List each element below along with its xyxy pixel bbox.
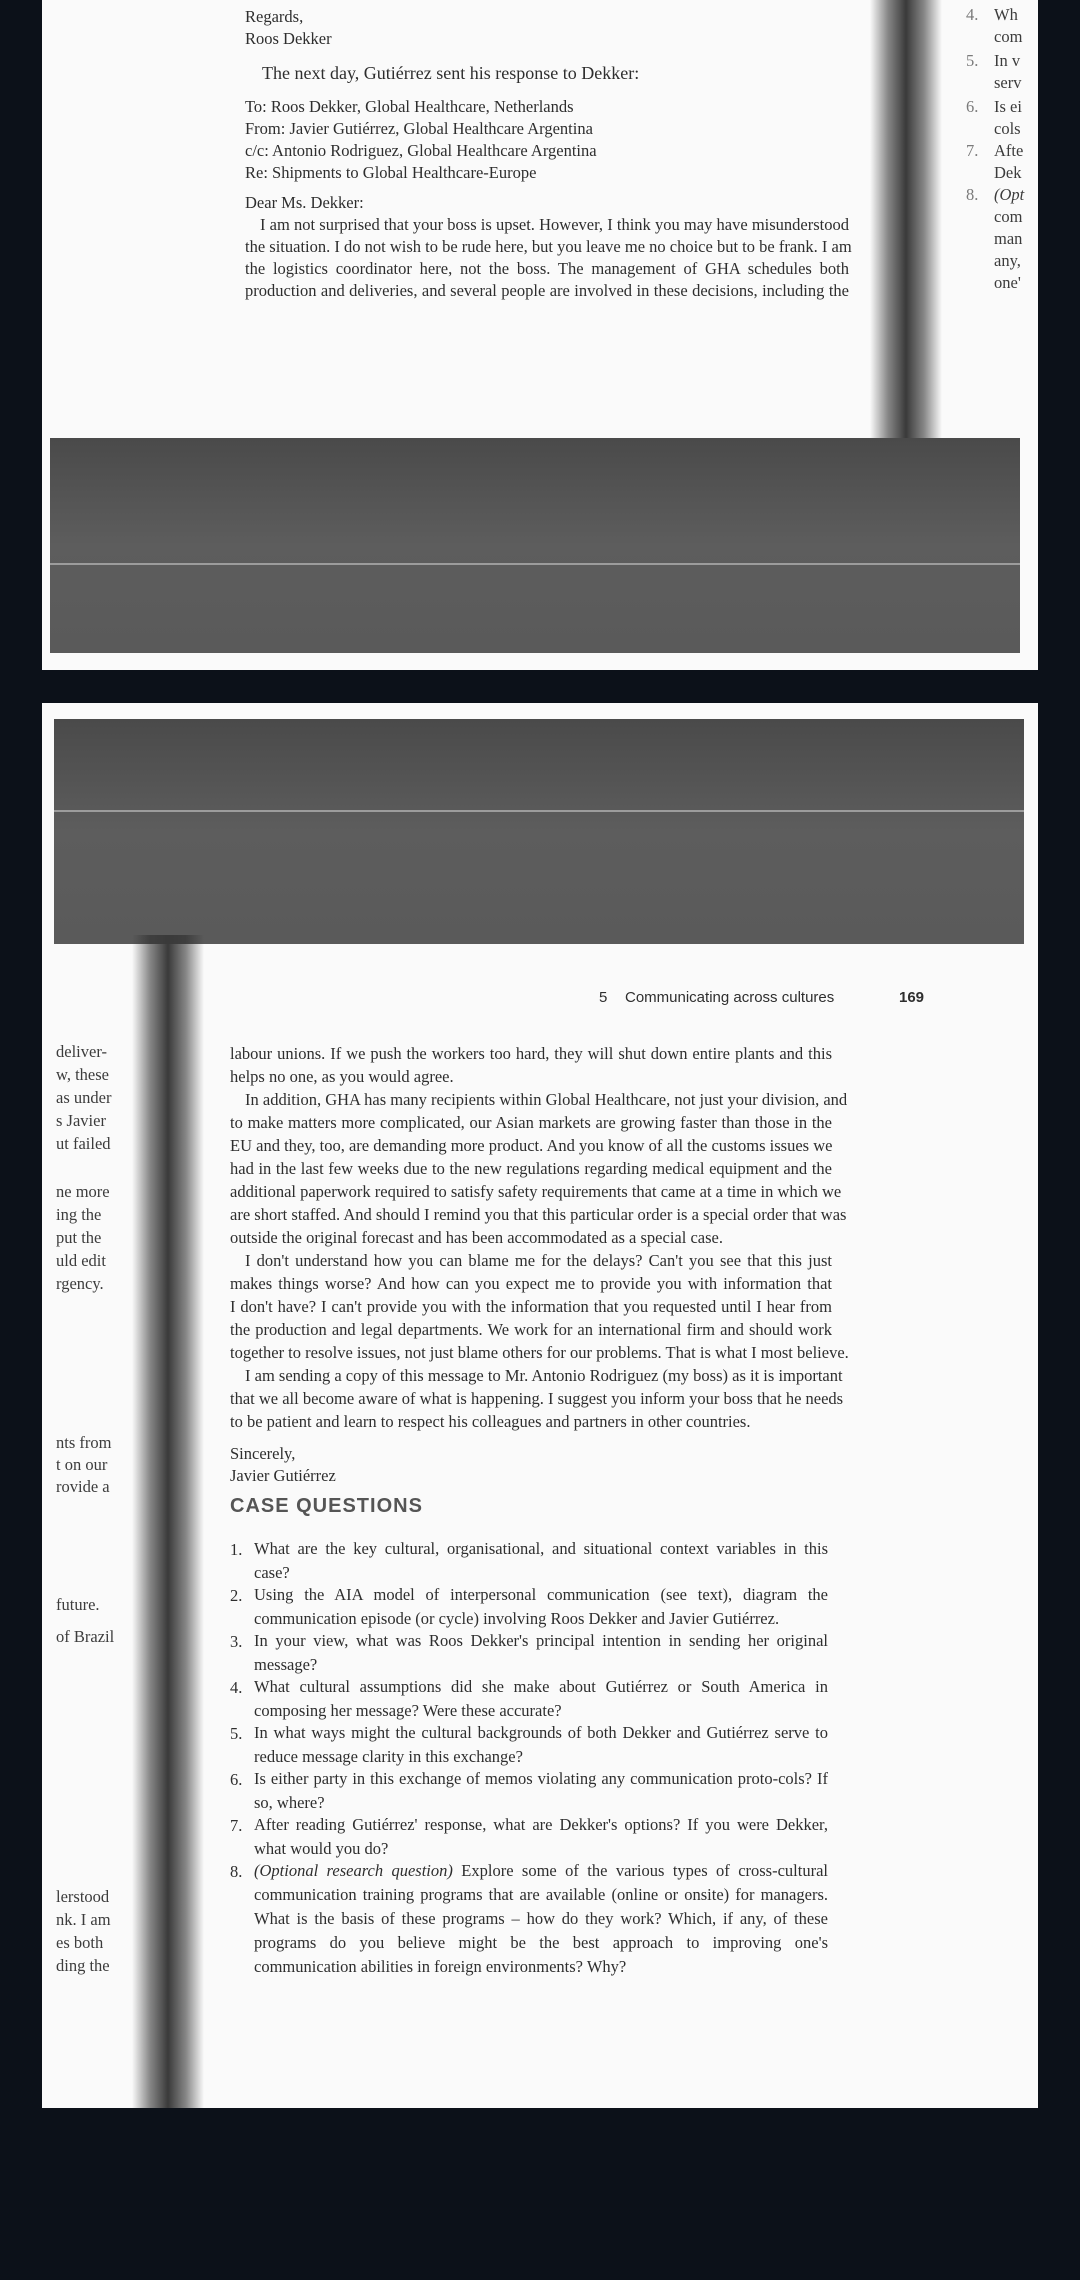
body-line: together to resolve issues, not just blame others for our problems. That is what I most believe. bbox=[230, 1343, 849, 1362]
margin-fragment: Dek bbox=[994, 163, 1022, 182]
body-line: helps no one, as you would agree. bbox=[230, 1067, 454, 1086]
chapter-title: Communicating across cultures bbox=[625, 989, 835, 1006]
closing-signature: Javier Gutiérrez bbox=[230, 1466, 336, 1485]
question-number: 5. bbox=[230, 1724, 243, 1743]
book-spine-shadow bbox=[132, 935, 204, 2108]
margin-fragment: future. bbox=[56, 1595, 100, 1614]
question-italic-prefix: (Optional research question) bbox=[254, 1861, 453, 1880]
memo-cc: c/c: Antonio Rodriguez, Global Healthcare Argentina bbox=[245, 141, 597, 160]
question-number: 1. bbox=[230, 1540, 243, 1559]
scan-dark-band bbox=[54, 719, 1024, 944]
margin-fragment: cols bbox=[994, 119, 1021, 138]
body-line: I don't understand how you can blame me for the delays? Can't you see that this just bbox=[245, 1251, 832, 1270]
book-spine-shadow bbox=[870, 0, 942, 440]
question-text: After reading Gutiérrez' response, what are Dekker's options? If you were Dekker, what would you do? bbox=[254, 1815, 828, 1858]
body-line: had in the last few weeks due to the new regulations regarding medical equipment and the bbox=[230, 1159, 832, 1178]
memo-body-line: the situation. I do not wish to be rude here, but you leave me no choice but to be frank. I am bbox=[245, 237, 852, 256]
page-number: 169 bbox=[899, 989, 925, 1006]
question-text: In what ways might the cultural backgrounds of both Dekker and Gutiérrez serve to reduce message clarity in this exchange? bbox=[254, 1723, 828, 1766]
memo-salutation: Dear Ms. Dekker: bbox=[245, 193, 364, 212]
margin-fragment: ing the bbox=[56, 1205, 102, 1224]
margin-fragment: t on our bbox=[56, 1455, 108, 1474]
margin-fragment: deliver- bbox=[56, 1042, 107, 1061]
chapter-number: 5 bbox=[599, 989, 608, 1006]
body-line: that we all become aware of what is happening. I suggest you inform your boss that he needs bbox=[230, 1389, 844, 1408]
question-text-rest: Explore some of the various types of cross-cultural communication training programs that are available (online or onsite) for managers. What is the basis of these programs – how do they work? Which, if any, of these programs do you believe might be the best approach to improving one's communication abilities in foreign environments? Why? bbox=[254, 1861, 828, 1976]
memo-body-line: production and deliveries, and several people are involved in these decisions, including the bbox=[245, 281, 849, 300]
margin-fragment: one' bbox=[994, 273, 1021, 292]
scanned-page-top bbox=[42, 0, 1038, 670]
margin-fragment: nts from bbox=[56, 1433, 112, 1452]
body-line: outside the original forecast and has been accommodated as a special case. bbox=[230, 1228, 723, 1247]
margin-fragment: In v bbox=[994, 51, 1021, 70]
margin-fragment: as under bbox=[56, 1088, 112, 1107]
question-text: Using the AIA model of interpersonal communication (see text), diagram the communication episode (or cycle) involving Roos Dekker and Javier Gutiérrez. bbox=[254, 1585, 828, 1628]
memo-body-line: the logistics coordinator here, not the boss. The management of GHA schedules both bbox=[245, 259, 849, 278]
margin-fragment: Wh bbox=[994, 5, 1018, 24]
margin-fragment: put the bbox=[56, 1228, 102, 1247]
margin-fragment: serv bbox=[994, 73, 1022, 92]
margin-fragment: man bbox=[994, 229, 1023, 248]
memo-body-line: I am not surprised that your boss is upset. However, I think you may have misunderstood bbox=[260, 215, 849, 234]
margin-number: 4. bbox=[966, 5, 979, 24]
question-number: 7. bbox=[230, 1816, 243, 1835]
body-line: labour unions. If we push the workers too hard, they will shut down entire plants and this bbox=[230, 1044, 832, 1063]
scan-band-highlight bbox=[54, 810, 1024, 812]
margin-fragment: ne more bbox=[56, 1182, 110, 1201]
margin-fragment: w, these bbox=[56, 1065, 109, 1084]
margin-fragment: of Brazil bbox=[56, 1627, 115, 1646]
question-text bbox=[254, 1859, 828, 1979]
margin-fragment: ut failed bbox=[56, 1134, 111, 1153]
closing-regards: Regards, bbox=[245, 7, 304, 26]
question-number: 8. bbox=[230, 1862, 243, 1881]
body-line: makes things worse? And how can you expect me to provide you with information that bbox=[230, 1274, 832, 1293]
memo-re: Re: Shipments to Global Healthcare-Europe bbox=[245, 163, 537, 182]
body-line: additional paperwork required to satisfy safety requirements that came at a time in which we bbox=[230, 1182, 842, 1201]
closing-sincerely: Sincerely, bbox=[230, 1444, 296, 1463]
body-line: EU and they, too, are demanding more product. And you know of all the customs issues we bbox=[230, 1136, 833, 1155]
body-line: In addition, GHA has many recipients within Global Healthcare, not just your division, and bbox=[245, 1090, 848, 1109]
body-line: I am sending a copy of this message to Mr. Antonio Rodriguez (my boss) as it is important bbox=[245, 1366, 843, 1385]
margin-fragment: Afte bbox=[994, 141, 1024, 160]
scan-band-highlight bbox=[50, 563, 1020, 565]
question-number: 4. bbox=[230, 1678, 243, 1697]
margin-fragment: com bbox=[994, 207, 1023, 226]
intro-sentence: The next day, Gutiérrez sent his response to Dekker: bbox=[262, 63, 640, 83]
margin-number: 5. bbox=[966, 51, 979, 70]
question-text: Is either party in this exchange of memos violating any communication proto-cols? If so, where? bbox=[254, 1769, 828, 1812]
margin-fragment: s Javier bbox=[56, 1111, 106, 1130]
question-number: 6. bbox=[230, 1770, 243, 1789]
margin-number: 7. bbox=[966, 141, 979, 160]
question-number: 2. bbox=[230, 1586, 243, 1605]
margin-fragment: lerstood bbox=[56, 1887, 110, 1906]
memo-to: To: Roos Dekker, Global Healthcare, Netherlands bbox=[245, 97, 574, 116]
margin-fragment: com bbox=[994, 27, 1023, 46]
scan-dark-band bbox=[50, 438, 1020, 653]
margin-fragment: es both bbox=[56, 1933, 104, 1952]
margin-fragment: uld edit bbox=[56, 1251, 106, 1270]
margin-fragment: rgency. bbox=[56, 1274, 104, 1293]
body-line: are short staffed. And should I remind you that this particular order is a special order that was bbox=[230, 1205, 847, 1224]
margin-fragment: nk. I am bbox=[56, 1910, 111, 1929]
body-line: the production and legal departments. We work for an international firm and should work bbox=[230, 1320, 832, 1339]
body-line: to be patient and learn to respect his colleagues and partners in other countries. bbox=[230, 1412, 751, 1431]
margin-number: 6. bbox=[966, 97, 979, 116]
question-text: In your view, what was Roos Dekker's principal intention in sending her original message? bbox=[254, 1631, 828, 1674]
closing-signature: Roos Dekker bbox=[245, 29, 332, 48]
question-text: What are the key cultural, organisational, and situational context variables in this case? bbox=[254, 1539, 828, 1582]
margin-fragment: Is ei bbox=[994, 97, 1022, 116]
margin-number: 8. bbox=[966, 185, 979, 204]
margin-fragment: (Opt bbox=[994, 185, 1025, 204]
question-text: What cultural assumptions did she make about Gutiérrez or South America in composing her message? Were these accurate? bbox=[254, 1677, 828, 1720]
margin-fragment: ding the bbox=[56, 1956, 110, 1975]
margin-fragment: any, bbox=[994, 251, 1021, 270]
scanned-page-bottom bbox=[42, 703, 1038, 2108]
question-number: 3. bbox=[230, 1632, 243, 1651]
case-questions-heading: CASE QUESTIONS bbox=[230, 1495, 423, 1517]
body-line: to make matters more complicated, our Asian markets are growing faster than those in the bbox=[230, 1113, 832, 1132]
margin-fragment: rovide a bbox=[56, 1477, 110, 1496]
body-line: I don't have? I can't provide you with the information that you requested until I hear from bbox=[230, 1297, 832, 1316]
memo-from: From: Javier Gutiérrez, Global Healthcare Argentina bbox=[245, 119, 593, 138]
